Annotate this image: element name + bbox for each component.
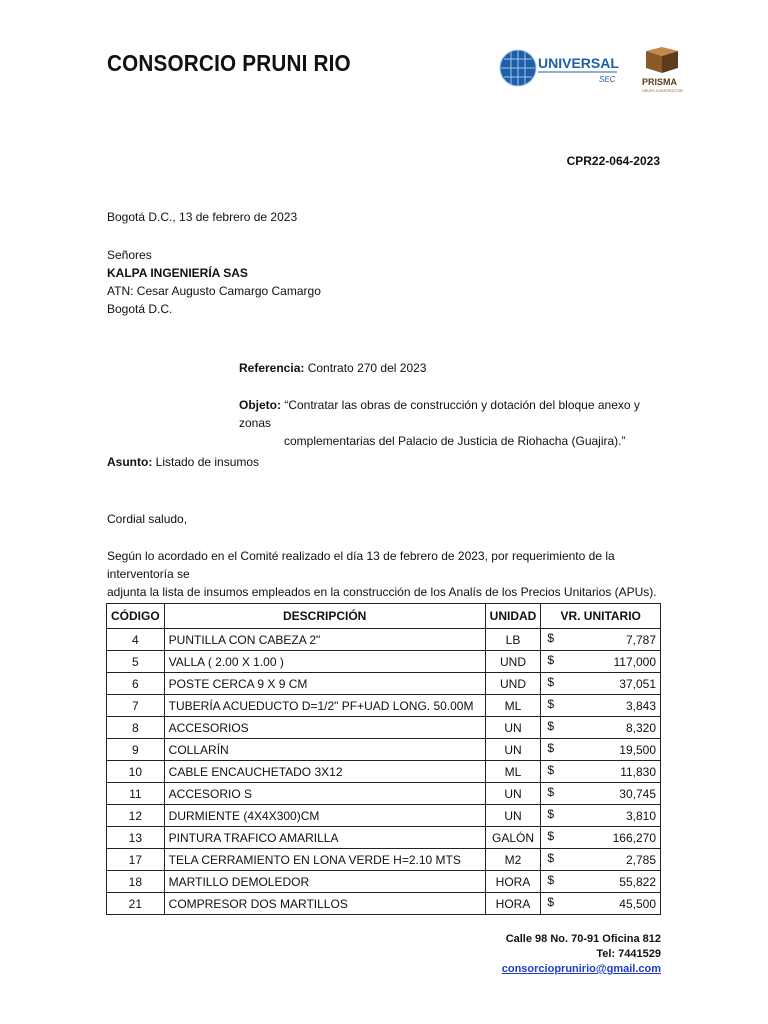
cell-value: [541, 805, 661, 827]
table-row: [107, 783, 661, 805]
cell-desc: CABLE ENCAUCHETADO 3X12: [164, 761, 485, 783]
cell-unit: LB: [485, 629, 541, 651]
recipient-company: KALPA INGENIERÍA SAS: [107, 266, 248, 280]
body-line-2: adjunta la lista de insumos empleados en la construcción de los Analís de los Precios Unitarios (APUs).: [107, 585, 657, 599]
cell-unit: M2: [485, 849, 541, 871]
referencia-line: [239, 359, 426, 377]
header-descripcion: DESCRIPCIÓN: [164, 604, 485, 629]
footer-contact: [502, 932, 661, 977]
footer-email-link[interactable]: consorcioprunirio@gmail.com: [501, 963, 661, 975]
value-amount: 45,500: [619, 896, 656, 911]
value-amount: 166,270: [612, 830, 656, 845]
prisma-logo-sub: GRUPO CONSTRUCTOR: [642, 89, 683, 93]
cell-code: 5: [107, 651, 165, 673]
currency-symbol: $: [547, 851, 555, 865]
cell-unit: UN: [485, 739, 541, 761]
cell-value: [541, 739, 661, 761]
asunto-label: Asunto:: [107, 455, 153, 469]
body-line-1: Según lo acordado en el Comité realizado el día 13 de febrero de 2023, por requerimiento de la interventoría se: [107, 549, 615, 581]
objeto-label: Objeto:: [239, 398, 281, 412]
cell-value: [541, 695, 661, 717]
universal-logo-text: UNIVERSAL: [538, 55, 619, 71]
header-unidad: UNIDAD: [485, 604, 541, 629]
cell-unit: GALÓN: [485, 827, 541, 849]
cell-desc: ACCESORIOS: [164, 717, 485, 739]
asunto-text: Listado de insumos: [152, 455, 260, 469]
cell-unit: UN: [485, 717, 541, 739]
referencia-text: Contrato 270 del 2023: [304, 361, 427, 375]
value-amount: 8,320: [625, 720, 656, 735]
table-row: [107, 695, 661, 717]
table-row: [107, 651, 661, 673]
cell-unit: HORA: [485, 893, 541, 915]
referencia-label: Referencia:: [239, 361, 305, 375]
table-header-row: [107, 604, 661, 629]
cell-code: 18: [107, 871, 165, 893]
currency-symbol: $: [547, 785, 555, 799]
table-row: [107, 893, 661, 915]
value-amount: 7,787: [625, 632, 656, 647]
cell-desc: PUNTILLA CON CABEZA 2": [164, 629, 485, 651]
currency-symbol: $: [547, 873, 555, 887]
value-amount: 117,000: [613, 654, 656, 669]
cell-code: 9: [107, 739, 165, 761]
cell-unit: ML: [485, 761, 541, 783]
table-row: [107, 827, 661, 849]
cell-value: [541, 629, 661, 651]
currency-symbol: $: [547, 631, 555, 645]
greeting: Cordial saludo,: [107, 512, 188, 526]
cell-code: 10: [107, 761, 165, 783]
cell-desc: MARTILLO DEMOLEDOR: [164, 871, 485, 893]
cell-value: [541, 783, 661, 805]
table-row: [107, 761, 661, 783]
objeto-block: [239, 396, 664, 450]
cell-desc: ACCESORIO S: [164, 783, 485, 805]
cell-unit: UN: [485, 805, 541, 827]
cell-code: 17: [107, 849, 165, 871]
table-row: [107, 849, 661, 871]
currency-symbol: $: [547, 829, 555, 843]
cell-code: 12: [107, 805, 165, 827]
header-vr-unitario: VR. UNITARIO: [541, 604, 661, 629]
prisma-logo-text: PRISMA: [642, 77, 678, 87]
cell-unit: UND: [485, 673, 541, 695]
currency-symbol: $: [547, 719, 555, 733]
value-amount: 30,745: [619, 786, 656, 801]
value-amount: 3,843: [625, 698, 656, 713]
value-amount: 11,830: [620, 764, 656, 779]
cell-desc: COMPRESOR DOS MARTILLOS: [164, 893, 485, 915]
value-amount: 37,051: [619, 676, 656, 691]
currency-symbol: $: [547, 895, 555, 909]
cell-code: 11: [107, 783, 165, 805]
value-amount: 55,822: [619, 874, 656, 889]
value-amount: 3,810: [625, 808, 656, 823]
cell-unit: UND: [485, 651, 541, 673]
recipient-city: Bogotá D.C.: [107, 302, 173, 316]
cell-value: [541, 761, 661, 783]
insumos-table: [106, 603, 661, 915]
asunto-line: [107, 453, 259, 471]
body-paragraph: [107, 547, 667, 601]
cell-code: 7: [107, 695, 165, 717]
table-row: [107, 673, 661, 695]
cell-value: [541, 871, 661, 893]
cell-value: [541, 827, 661, 849]
prisma-box-icon: [646, 47, 678, 73]
objeto-line1: “Contratar las obras de construcción y dotación del bloque anexo y zonas: [239, 398, 640, 430]
currency-symbol: $: [547, 675, 555, 689]
value-amount: 19,500: [619, 742, 656, 757]
cell-code: 13: [107, 827, 165, 849]
currency-symbol: $: [547, 697, 555, 711]
cell-value: [541, 651, 661, 673]
footer-address: Calle 98 No. 70-91 Oficina 812: [505, 933, 661, 945]
table-row: [107, 629, 661, 651]
cell-unit: UN: [485, 783, 541, 805]
currency-symbol: $: [547, 763, 555, 777]
salutation-title: Señores: [107, 248, 152, 262]
recipient-block: [107, 246, 321, 318]
cell-value: [541, 849, 661, 871]
reference-code: CPR22-064-2023: [566, 154, 660, 168]
cell-value: [541, 893, 661, 915]
cell-desc: POSTE CERCA 9 X 9 CM: [164, 673, 485, 695]
currency-symbol: $: [547, 741, 555, 755]
cell-code: 8: [107, 717, 165, 739]
cell-code: 4: [107, 629, 165, 651]
currency-symbol: $: [547, 807, 555, 821]
cell-unit: HORA: [485, 871, 541, 893]
cell-desc: COLLARÍN: [164, 739, 485, 761]
cell-code: 6: [107, 673, 165, 695]
cell-desc: DURMIENTE (4X4X300)CM: [164, 805, 485, 827]
table-row: [107, 717, 661, 739]
cell-desc: TUBERÍA ACUEDUCTO D=1/2" PF+UAD LONG. 50.00M: [164, 695, 485, 717]
universal-sec-logo: [499, 47, 619, 87]
prisma-logo: [640, 45, 684, 95]
universal-logo-sub: SEC: [599, 75, 616, 84]
currency-symbol: $: [547, 653, 555, 667]
footer-phone: Tel: 7441529: [596, 948, 661, 960]
cell-unit: ML: [485, 695, 541, 717]
table-row: [107, 805, 661, 827]
objeto-line2: complementarias del Palacio de Justicia de Riohacha (Guajira).”: [284, 434, 626, 448]
table-row: [107, 739, 661, 761]
cell-code: 21: [107, 893, 165, 915]
value-amount: 2,785: [625, 852, 656, 867]
cell-desc: TELA CERRAMIENTO EN LONA VERDE H=2.10 MTS: [164, 849, 485, 871]
cell-value: [541, 673, 661, 695]
attention-line: ATN: Cesar Augusto Camargo Camargo: [107, 284, 321, 298]
cell-value: [541, 717, 661, 739]
header-codigo: CÓDIGO: [107, 604, 165, 629]
cell-desc: VALLA ( 2.00 X 1.00 ): [164, 651, 485, 673]
place-date: Bogotá D.C., 13 de febrero de 2023: [107, 210, 298, 224]
table-row: [107, 871, 661, 893]
cell-desc: PINTURA TRAFICO AMARILLA: [164, 827, 485, 849]
company-title: CONSORCIO PRUNI RIO: [107, 50, 351, 76]
